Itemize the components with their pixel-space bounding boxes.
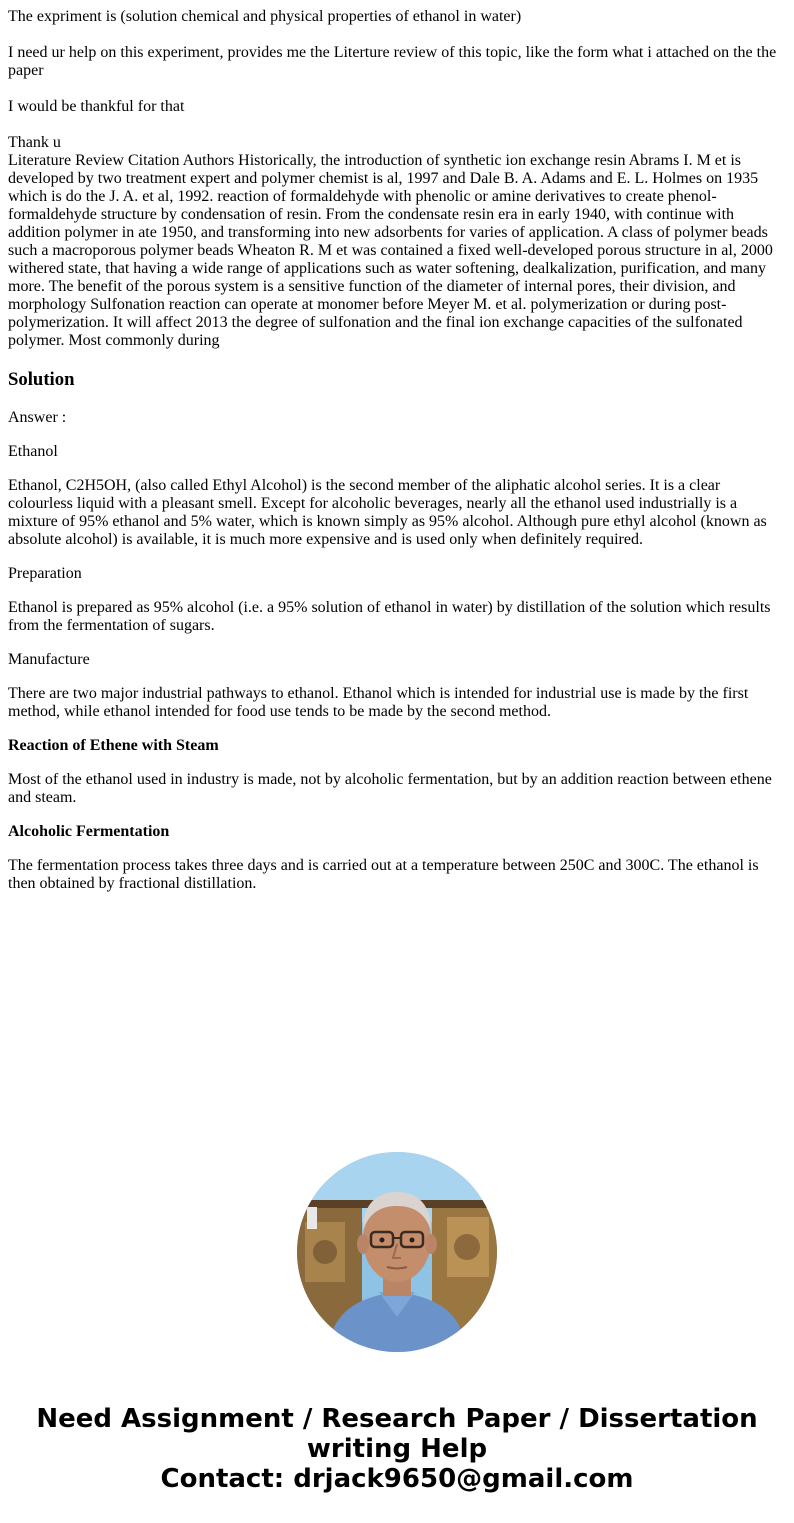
manufacture-title: Manufacture [8, 651, 90, 668]
ethene-steam-paragraph: Most of the ethanol used in industry is made, not by alcoholic fermentation, but by an addition reaction between ethene and steam. [8, 771, 772, 806]
question-block [8, 8, 786, 350]
preparation-title: Preparation [8, 565, 82, 582]
question-title-line: The expriment is (solution chemical and physical properties of ethanol in water) [8, 8, 522, 25]
question-signoff-line: Thank u [8, 134, 61, 151]
question-request-line: I need ur help on this experiment, provides me the Literture review of this topic, like the form what i attached on the the paper [8, 44, 777, 79]
promo-contact: Contact: drjack9650@gmail.com [160, 1464, 634, 1494]
page-content [8, 8, 786, 893]
preparation-paragraph: Ethanol is prepared as 95% alcohol (i.e. a 95% solution of ethanol in water) by distillation of the solution which results from the fermentation of sugars. [8, 599, 771, 634]
fermentation-paragraph: The fermentation process takes three days and is carried out at a temperature between 250C and 300C. The ethanol is then obtained by fractional distillation. [8, 857, 759, 892]
author-avatar [297, 1152, 497, 1352]
avatar-portrait-image [297, 1152, 497, 1352]
ethene-steam-heading: Reaction of Ethene with Steam [8, 737, 219, 754]
question-thanks-line: I would be thankful for that [8, 98, 185, 115]
promo-banner [0, 1404, 794, 1494]
literature-review-text: Literature Review Citation Authors Historically, the introduction of synthetic ion exchange resin Abrams I. M et is developed by two treatment expert and polymer chemist is al, 1997 and Dale B. A. Adams and E. L. Holmes on 1935 which is do the J. A. et al, 1992. reaction of formaldehyde with phenolic or amine derivatives to create phenol-formaldehyde structure by condensation of resin. From the condensate resin era in early 1940, with continue with addition polymer in ate 1950, and transforming into new adsorbents for varies of application. A class of polymer beads such a macroporous polymer beads Wheaton R. M et was contained a fixed well-developed porous structure in al, 2000 withered state, that having a wide range of applications such as water softening, dealkalization, purification, and many more. The benefit of the porous system is a sensitive function of the diameter of internal pores, their division, and morphology Sulfonation reaction can operate at monomer before Meyer M. et al. polymerization or during post-polymerization. It will affect 2013 the degree of sulfonation and the final ion exchange capacities of the sulfonated polymer. Most commonly during [8, 152, 773, 349]
answer-block [8, 409, 786, 893]
ethanol-paragraph: Ethanol, C2H5OH, (also called Ethyl Alcohol) is the second member of the aliphatic alcohol series. It is a clear colourless liquid with a pleasant smell. Except for alcoholic beverages, nearly all the ethanol used industrially is a mixture of 95% ethanol and 5% water, which is known simply as 95% alcohol. Although pure ethyl alcohol (known as absolute alcohol) is available, it is much more expensive and is used only when definitely required. [8, 477, 767, 548]
ethanol-title: Ethanol [8, 443, 58, 460]
fermentation-heading: Alcoholic Fermentation [8, 823, 170, 840]
solution-heading: Solution [8, 369, 75, 390]
promo-line-1: Need Assignment / Research Paper / Dissertation [36, 1404, 758, 1434]
answer-label: Answer : [8, 409, 67, 426]
promo-line-2: writing Help [306, 1434, 488, 1464]
manufacture-paragraph: There are two major industrial pathways to ethanol. Ethanol which is intended for industrial use is made by the first method, while ethanol intended for food use tends to be made by the second method. [8, 685, 749, 720]
